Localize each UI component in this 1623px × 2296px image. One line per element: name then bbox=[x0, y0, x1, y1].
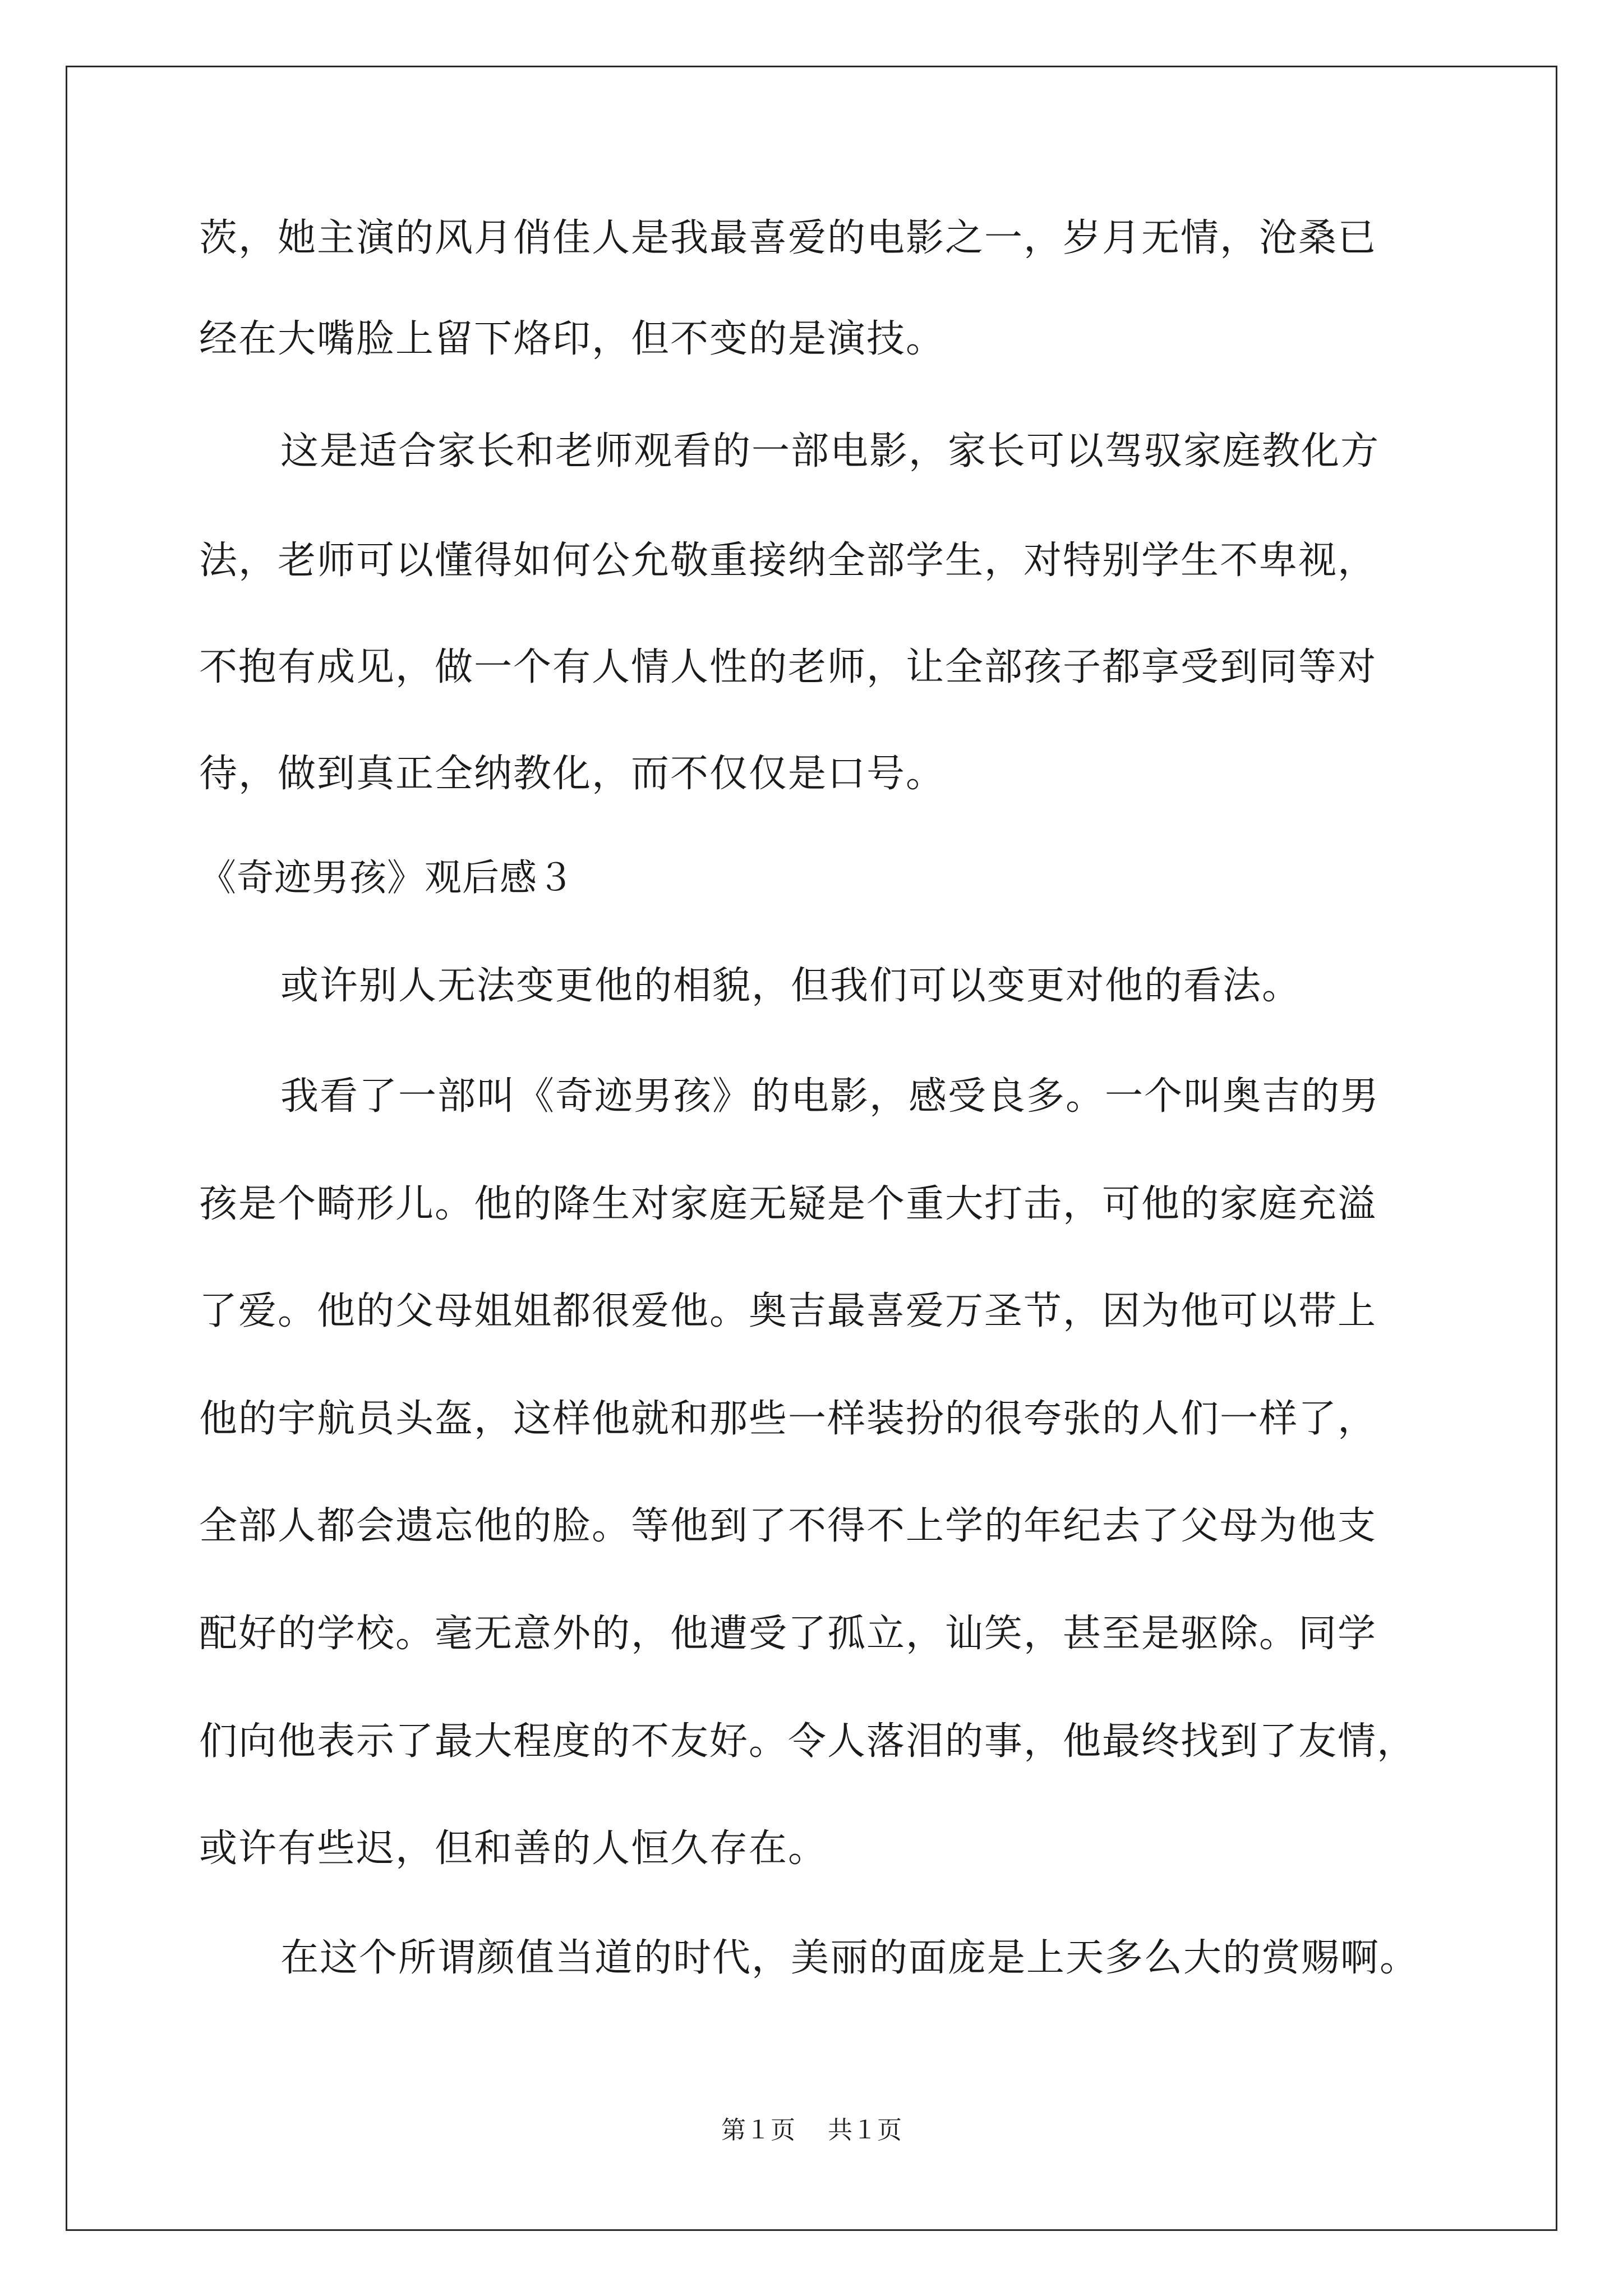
text-line: 了爱。他的父母姐姐都很爱他。奥吉最喜爱万圣节，因为他可以带上 bbox=[199, 1289, 1377, 1333]
page-footer bbox=[0, 2115, 1623, 2146]
paragraph-first-line: 我看了一部叫《奇迹男孩》的电影，感受良多。一个叫奥吉的男 bbox=[280, 1074, 1380, 1119]
text-line: 经在大嘴脸上留下烙印，但不变的是演技。 bbox=[199, 317, 946, 361]
page-number: 第１页 bbox=[721, 2116, 795, 2145]
paragraph-first-line: 或许别人无法变更他的相貌，但我们可以变更对他的看法。 bbox=[280, 964, 1302, 1008]
text-line: 配好的学校。毫无意外的，他遭受了孤立，讪笑，甚至是驱除。同学 bbox=[199, 1612, 1377, 1656]
text-line: 茨，她主演的风月俏佳人是我最喜爱的电影之一，岁月无情，沧桑已 bbox=[199, 216, 1377, 260]
page-border bbox=[66, 66, 1557, 2231]
section-heading: 《奇迹男孩》观后感３ bbox=[199, 856, 575, 899]
text-line: 全部人都会遗忘他的脸。等他到了不得不上学的年纪去了父母为他支 bbox=[199, 1504, 1377, 1548]
page-total: 共１页 bbox=[828, 2116, 902, 2145]
text-line: 法，老师可以懂得如何公允敬重接纳全部学生，对特别学生不卑视， bbox=[199, 539, 1377, 583]
paragraph-first-line: 在这个所谓颜值当道的时代，美丽的面庞是上天多么大的赏赐啊。 bbox=[280, 1936, 1419, 1980]
text-line: 不抱有成见，做一个有人情人性的老师，让全部孩子都享受到同等对 bbox=[199, 645, 1377, 689]
text-line: 们向他表示了最大程度的不友好。令人落泪的事，他最终找到了友情， bbox=[199, 1719, 1417, 1764]
text-line: 他的宇航员头盔，这样他就和那些一样装扮的很夸张的人们一样了， bbox=[199, 1397, 1377, 1441]
text-line: 或许有些迟，但和善的人恒久存在。 bbox=[199, 1826, 828, 1871]
text-line: 待，做到真正全纳教化，而不仅仅是口号。 bbox=[199, 752, 946, 796]
paragraph-first-line: 这是适合家长和老师观看的一部电影，家长可以驾驭家庭教化方 bbox=[280, 429, 1380, 473]
text-line: 孩是个畸形儿。他的降生对家庭无疑是个重大打击，可他的家庭充溢 bbox=[199, 1182, 1377, 1226]
